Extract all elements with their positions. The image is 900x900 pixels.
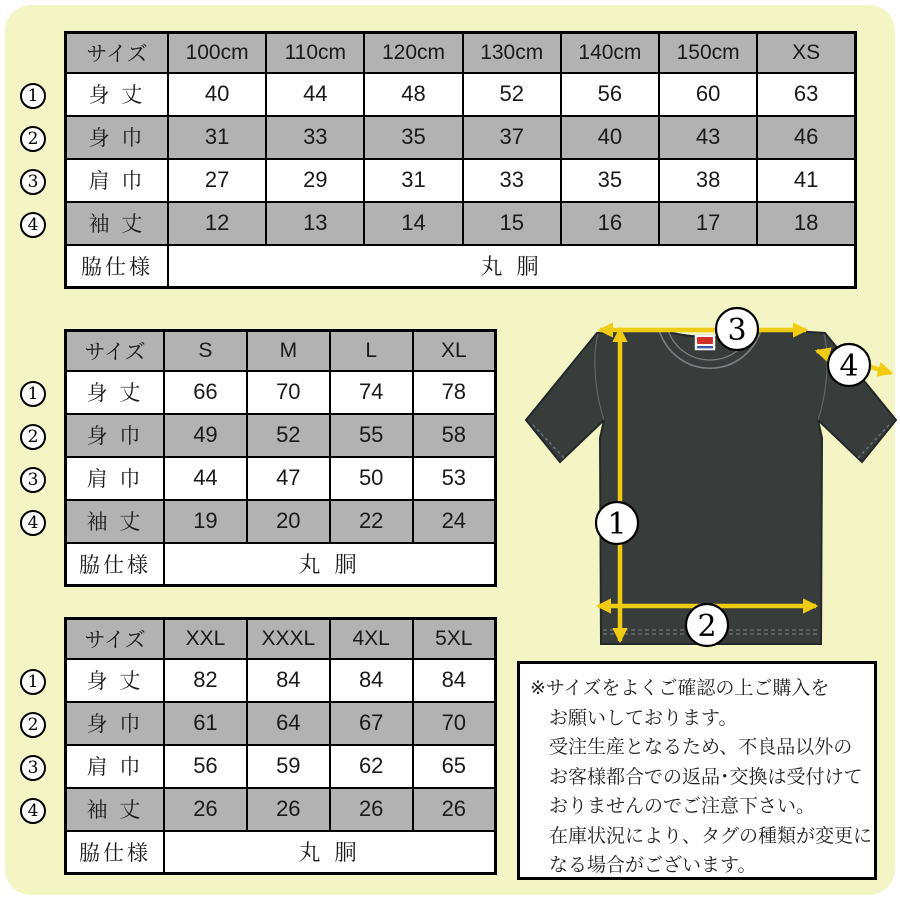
value-cell: 53: [413, 457, 496, 500]
notice-line: お客様都合での返品･交換は受付けて: [549, 766, 863, 788]
row-label-cell: 身 巾: [66, 414, 165, 457]
column-header-cell: 120cm: [364, 33, 462, 73]
table-row: [66, 788, 496, 831]
value-cell: 48: [364, 73, 462, 116]
table-footer-row: [66, 543, 496, 586]
svg-text:1: 1: [607, 507, 627, 542]
value-cell: 22: [330, 500, 413, 543]
value-cell: 17: [659, 202, 757, 245]
value-cell: 78: [413, 371, 496, 414]
measure-label-4: [828, 344, 870, 386]
value-cell: 58: [413, 414, 496, 457]
value-cell: 31: [364, 159, 462, 202]
value-cell: 13: [266, 202, 364, 245]
table-row: [66, 659, 496, 702]
size-table-xxl-5xl: [64, 617, 497, 875]
side-spec-value-cell: 丸 胴: [164, 831, 496, 874]
row-number-3-badge: 3: [20, 169, 46, 195]
value-cell: 26: [247, 788, 330, 831]
row-label-cell: 肩 巾: [66, 159, 169, 202]
column-header-cell: 4XL: [330, 619, 413, 659]
table-row: [66, 159, 856, 202]
column-header-cell: 5XL: [413, 619, 496, 659]
value-cell: 31: [168, 116, 266, 159]
size-table: [64, 31, 857, 289]
notice-line: 受注生産となるため、不良品以外の: [549, 737, 853, 758]
row-number-4-badge: 4: [20, 510, 46, 536]
notice-line: なる場合がございます。: [549, 855, 757, 876]
row-number-1-badge: 1: [20, 381, 46, 407]
measure-label-1: [596, 502, 638, 544]
value-cell: 56: [164, 745, 247, 788]
table-row: [66, 500, 496, 543]
value-cell: 38: [659, 159, 757, 202]
column-header-cell: 140cm: [561, 33, 659, 73]
value-cell: 55: [330, 414, 413, 457]
table-row: [66, 414, 496, 457]
value-cell: 12: [168, 202, 266, 245]
notice-line: 在庫状況により、タグの種類が変更に: [549, 825, 873, 847]
value-cell: 19: [164, 500, 247, 543]
table-row: [66, 371, 496, 414]
tshirt-diagram: [505, 303, 900, 655]
row-number-3-badge: 3: [20, 467, 46, 493]
value-cell: 33: [266, 116, 364, 159]
value-cell: 47: [247, 457, 330, 500]
row-label-cell: 身 丈: [66, 659, 165, 702]
value-cell: 26: [164, 788, 247, 831]
table-row: [66, 745, 496, 788]
row-number-1-badge: 1: [20, 669, 46, 695]
row-label-cell: 肩 巾: [66, 745, 165, 788]
size-table-kids-xs: [64, 31, 857, 289]
row-number-4-badge: 4: [20, 212, 46, 238]
table-row: [66, 457, 496, 500]
value-cell: 35: [561, 159, 659, 202]
column-header-cell: 130cm: [463, 33, 561, 73]
notice-line: おりませんのでご注意下さい。: [549, 796, 816, 817]
purchase-notice-box: [517, 661, 877, 880]
value-cell: 62: [330, 745, 413, 788]
svg-text:4: 4: [839, 349, 859, 384]
value-cell: 60: [659, 73, 757, 116]
value-cell: 24: [413, 500, 496, 543]
svg-text:2: 2: [697, 609, 717, 644]
size-header-cell: サイズ: [66, 331, 165, 371]
value-cell: 18: [757, 202, 855, 245]
table-header-row: [66, 619, 496, 659]
row-label-cell: 身 巾: [66, 702, 165, 745]
value-cell: 49: [164, 414, 247, 457]
value-cell: 84: [247, 659, 330, 702]
column-header-cell: XL: [413, 331, 496, 371]
size-table-s-xl: [64, 329, 497, 587]
value-cell: 33: [463, 159, 561, 202]
column-header-cell: S: [164, 331, 247, 371]
value-cell: 41: [757, 159, 855, 202]
table-footer-row: [66, 245, 856, 288]
side-spec-label-cell: 脇仕様: [66, 245, 169, 288]
value-cell: 52: [247, 414, 330, 457]
value-cell: 26: [330, 788, 413, 831]
value-cell: 59: [247, 745, 330, 788]
value-cell: 64: [247, 702, 330, 745]
column-header-cell: 110cm: [266, 33, 364, 73]
size-header-cell: サイズ: [66, 33, 169, 73]
row-number-2-badge: 2: [20, 712, 46, 738]
value-cell: 44: [266, 73, 364, 116]
table-row: [66, 116, 856, 159]
value-cell: 84: [413, 659, 496, 702]
value-cell: 63: [757, 73, 855, 116]
value-cell: 29: [266, 159, 364, 202]
value-cell: 67: [330, 702, 413, 745]
table-header-row: [66, 331, 496, 371]
notice-line: ※サイズをよくご確認の上ご購入を: [530, 678, 830, 699]
measure-label-2: [686, 604, 728, 646]
row-number-1-badge: 1: [20, 83, 46, 109]
measure-label-3: [716, 308, 758, 350]
table-row: [66, 202, 856, 245]
value-cell: 35: [364, 116, 462, 159]
side-spec-label-cell: 脇仕様: [66, 831, 165, 874]
row-number-3-badge: 3: [20, 755, 46, 781]
column-header-cell: XS: [757, 33, 855, 73]
value-cell: 70: [247, 371, 330, 414]
side-spec-value-cell: 丸 胴: [164, 543, 496, 586]
value-cell: 40: [168, 73, 266, 116]
value-cell: 20: [247, 500, 330, 543]
column-header-cell: 150cm: [659, 33, 757, 73]
value-cell: 46: [757, 116, 855, 159]
size-table: [64, 617, 497, 875]
value-cell: 65: [413, 745, 496, 788]
row-label-cell: 身 巾: [66, 116, 169, 159]
table-row: [66, 73, 856, 116]
side-spec-value-cell: 丸 胴: [168, 245, 856, 288]
table-header-row: [66, 33, 856, 73]
row-label-cell: 袖 丈: [66, 202, 169, 245]
value-cell: 40: [561, 116, 659, 159]
row-number-4-badge: 4: [20, 798, 46, 824]
value-cell: 16: [561, 202, 659, 245]
value-cell: 14: [364, 202, 462, 245]
row-label-cell: 袖 丈: [66, 500, 165, 543]
row-number-2-badge: 2: [20, 424, 46, 450]
value-cell: 44: [164, 457, 247, 500]
value-cell: 43: [659, 116, 757, 159]
value-cell: 50: [330, 457, 413, 500]
column-header-cell: 100cm: [168, 33, 266, 73]
column-header-cell: XXXL: [247, 619, 330, 659]
row-label-cell: 肩 巾: [66, 457, 165, 500]
row-label-cell: 身 丈: [66, 73, 169, 116]
value-cell: 52: [463, 73, 561, 116]
column-header-cell: M: [247, 331, 330, 371]
value-cell: 84: [330, 659, 413, 702]
column-header-cell: L: [330, 331, 413, 371]
row-label-cell: 袖 丈: [66, 788, 165, 831]
column-header-cell: XXL: [164, 619, 247, 659]
value-cell: 66: [164, 371, 247, 414]
table-footer-row: [66, 831, 496, 874]
svg-text:3: 3: [727, 313, 747, 348]
neck-label-tag: [695, 335, 715, 350]
side-spec-label-cell: 脇仕様: [66, 543, 165, 586]
value-cell: 82: [164, 659, 247, 702]
notice-line: お願いしております。: [549, 707, 738, 729]
value-cell: 27: [168, 159, 266, 202]
value-cell: 74: [330, 371, 413, 414]
table-row: [66, 702, 496, 745]
value-cell: 37: [463, 116, 561, 159]
size-header-cell: サイズ: [66, 619, 165, 659]
value-cell: 26: [413, 788, 496, 831]
value-cell: 15: [463, 202, 561, 245]
value-cell: 70: [413, 702, 496, 745]
row-number-2-badge: 2: [20, 126, 46, 152]
row-label-cell: 身 丈: [66, 371, 165, 414]
size-table: [64, 329, 497, 587]
value-cell: 61: [164, 702, 247, 745]
value-cell: 56: [561, 73, 659, 116]
